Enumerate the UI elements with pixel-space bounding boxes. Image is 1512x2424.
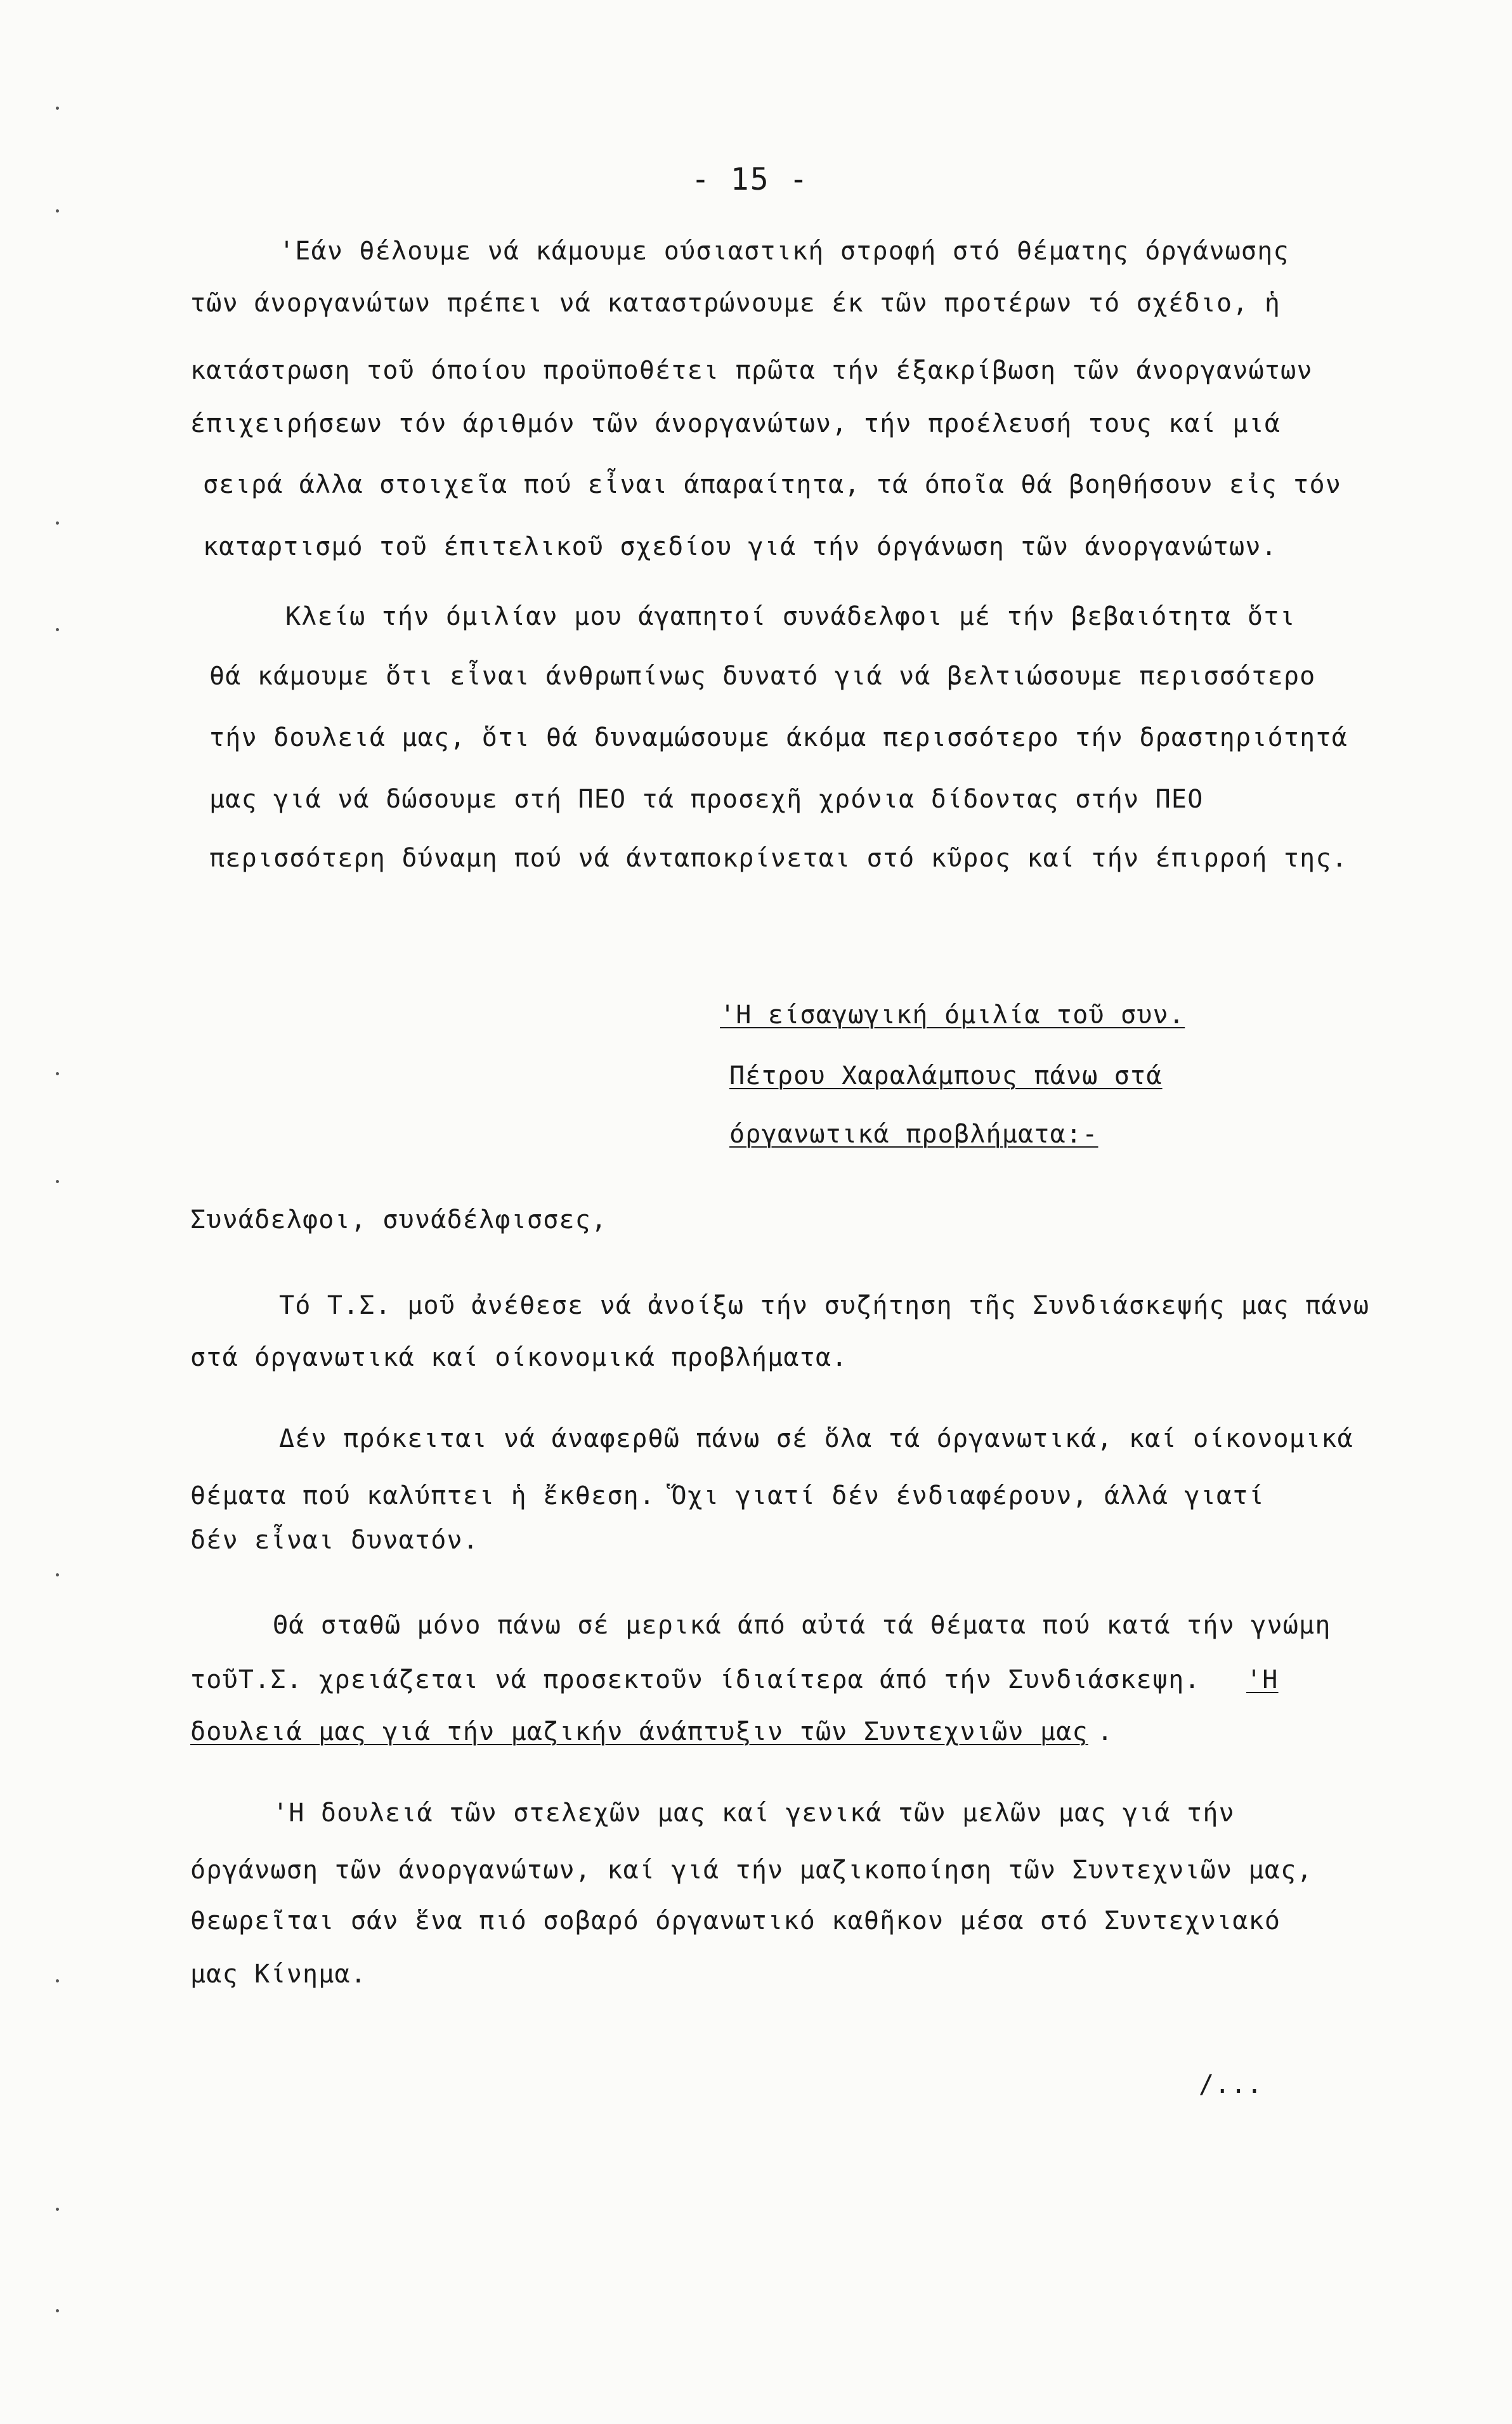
para2-line: θά κάμουμε ὅτι εἶναι άνθρωπίνως δυνατό γιά νά βελτιώσουμε περισσότερο bbox=[209, 662, 1316, 691]
margin-mark bbox=[56, 1979, 59, 1982]
continuation-mark: /... bbox=[1199, 2070, 1263, 2099]
para5-line: τοῦΤ.Σ. χρειάζεται νά προσεκτοῦν ίδιαίτερα άπό τήν Συνδιάσκεψη. bbox=[190, 1665, 1201, 1694]
para1-line: κατάστρωση τοῦ όποίου προϋποθέτει πρῶτα τήν έξακρίβωση τῶν άνοργανώτων bbox=[190, 356, 1313, 385]
margin-mark bbox=[56, 521, 59, 525]
section-heading-line: Πέτρου Χαραλάμπους πάνω στά bbox=[729, 1061, 1163, 1091]
para4-line: δέν εἶναι δυνατόν. bbox=[190, 1526, 479, 1555]
margin-mark bbox=[56, 107, 59, 110]
para2-line: τήν δουλειά μας, ὅτι θά δυναμώσουμε άκόμα περισσότερο τήν δραστηριότητά bbox=[209, 723, 1348, 752]
para2-line: περισσότερη δύναμη πού νά άνταποκρίνεται στό κῦρος καί τήν έπιρροή της. bbox=[209, 844, 1348, 873]
para1-line: καταρτισμό τοῦ έπιτελικοῦ σχεδίου γιά τήν όργάνωση τῶν άνοργανώτων. bbox=[203, 532, 1277, 561]
margin-mark bbox=[56, 209, 59, 213]
para3-line: στά όργανωτικά καί οίκονομικά προβλήματα. bbox=[190, 1343, 848, 1372]
para6-line: 'Η δουλειά τῶν στελεχῶν μας καί γενικά τῶν μελῶν μας γιά τήν bbox=[273, 1798, 1235, 1828]
para2-line: μας γιά νά δώσουμε στή ΠΕΟ τά προσεχῆ χρόνια δίδοντας στήν ΠΕΟ bbox=[209, 785, 1204, 814]
margin-mark bbox=[56, 1573, 59, 1576]
section-heading-line: όργανωτικά προβλήματα:- bbox=[729, 1120, 1098, 1149]
para6-line: μας Κίνημα. bbox=[190, 1960, 367, 1989]
para1-line: 'Εάν θέλουμε νά κάμουμε ούσιαστική στροφή στό θέματης όργάνωσης bbox=[279, 237, 1289, 266]
margin-mark bbox=[56, 628, 59, 631]
para1-line: έπιχειρήσεων τόν άριθμόν τῶν άνοργανώτων, τήν προέλευσή τους καί μιά bbox=[190, 409, 1281, 438]
salutation: Συνάδελφοι, συνάδέλφισσες, bbox=[190, 1205, 608, 1235]
margin-mark bbox=[56, 2309, 59, 2312]
para5-underlined-start: 'Η bbox=[1246, 1665, 1279, 1694]
para2-line: Κλείω τήν όμιλίαν μου άγαπητοί συνάδελφοι μέ τήν βεβαιότητα ὅτι bbox=[285, 602, 1296, 631]
page-number: - 15 - bbox=[691, 162, 809, 197]
margin-mark bbox=[56, 1072, 59, 1075]
para6-line: θεωρεῖται σάν ἕνα πιό σοβαρό όργανωτικό καθῆκον μέσα στό Συντεχνιακό bbox=[190, 1906, 1281, 1936]
section-heading-line: 'Η είσαγωγική όμιλία τοῦ συν. bbox=[720, 1000, 1185, 1030]
para5-period: . bbox=[1097, 1717, 1114, 1746]
para1-line: σειρά άλλα στοιχεῖα πού εἶναι άπαραίτητα, τά όποῖα θά βοηθήσουν εἰς τόν bbox=[203, 470, 1342, 499]
para5-underlined-phrase: δουλειά μας γιά τήν μαζικήν άνάπτυξιν τῶν Συντεχνιῶν μας bbox=[190, 1717, 1088, 1746]
para4-line: θέματα πού καλύπτει ἡ ἔκθεση. Ὅχι γιατί δέν ένδιαφέρουν, άλλά γιατί bbox=[190, 1481, 1265, 1510]
margin-mark bbox=[56, 1180, 59, 1183]
para5-line: Θά σταθῶ μόνο πάνω σέ μερικά άπό αὐτά τά θέματα πού κατά τήν γνώμη bbox=[273, 1611, 1331, 1640]
para3-line: Τό Τ.Σ. μοῦ ἀνέθεσε νά ἀνοίξω τήν συζήτηση τῆς Συνδιάσκεψής μας πάνω bbox=[279, 1291, 1370, 1320]
para1-line: τῶν άνοργανώτων πρέπει νά καταστρώνουμε έκ τῶν προτέρων τό σχέδιο, ἡ bbox=[190, 289, 1281, 318]
para4-line: Δέν πρόκειται νά άναφερθῶ πάνω σέ ὅλα τά όργανωτικά, καί οίκονομικά bbox=[279, 1424, 1353, 1453]
para6-line: όργάνωση τῶν άνοργανώτων, καί γιά τήν μαζικοποίηση τῶν Συντεχνιῶν μας, bbox=[190, 1856, 1313, 1885]
margin-mark bbox=[56, 2208, 59, 2211]
